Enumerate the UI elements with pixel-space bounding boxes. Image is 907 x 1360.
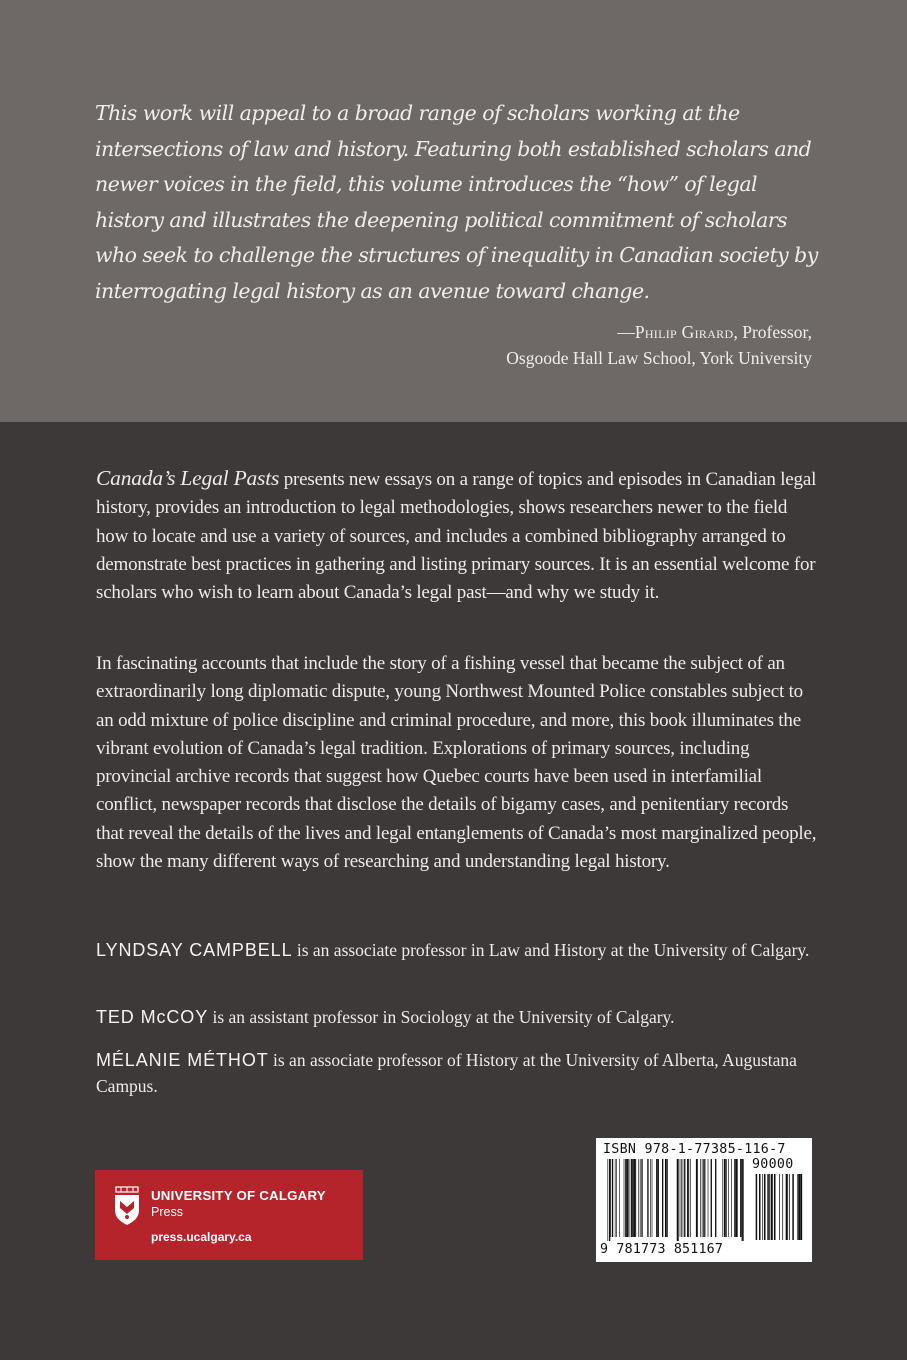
barcode-bar	[702, 1159, 703, 1237]
barcode-bar	[724, 1159, 725, 1237]
barcode-bar	[734, 1159, 735, 1237]
barcode-bar	[666, 1159, 667, 1237]
barcode-bar	[625, 1159, 626, 1237]
publisher-name: UNIVERSITY OF CALGARY	[151, 1188, 326, 1203]
barcode-bar	[759, 1174, 761, 1240]
barcode-bar	[715, 1159, 716, 1237]
barcode-bar	[665, 1159, 666, 1237]
barcode-bar	[799, 1174, 801, 1240]
attribution-line-1	[506, 319, 812, 345]
author-bio	[96, 1047, 820, 1099]
barcode-bar	[662, 1159, 663, 1237]
barcode-bar	[769, 1174, 770, 1240]
barcode-bar	[624, 1159, 625, 1237]
barcode-bar	[690, 1159, 691, 1237]
barcode-bar	[612, 1159, 613, 1237]
barcode-bar	[677, 1159, 678, 1241]
barcode-bar	[786, 1174, 788, 1240]
barcode-bar	[610, 1159, 611, 1237]
author-bio	[96, 937, 820, 963]
barcode-bar	[615, 1159, 616, 1237]
barcode-bar	[656, 1159, 657, 1237]
barcode-bar	[703, 1159, 704, 1237]
barcode-bar	[681, 1159, 682, 1237]
isbn-label: ISBN 978-1-77385-116-7	[603, 1142, 786, 1157]
attribution-affiliation: Osgoode Hall Law School, York University	[506, 348, 812, 368]
barcode-addon-code: 90000	[752, 1157, 794, 1172]
book-title: Canada’s Legal Pasts	[96, 466, 280, 490]
barcode-bar	[801, 1174, 803, 1240]
barcode-bar	[616, 1159, 617, 1237]
barcode-bar	[771, 1174, 773, 1240]
barcode-addon-bars	[754, 1174, 804, 1240]
barcode-digits: 9 781773 851167	[600, 1242, 724, 1257]
attribution-dash: —	[617, 322, 635, 342]
barcode-bar	[774, 1174, 776, 1240]
barcode-bar	[684, 1159, 685, 1237]
barcode-bar	[705, 1159, 706, 1237]
barcode-bar	[736, 1159, 737, 1237]
barcode-bar	[756, 1174, 758, 1240]
barcode-bar	[797, 1174, 799, 1240]
barcode-bars	[606, 1159, 746, 1241]
barcode-bar	[743, 1159, 744, 1241]
barcode-bar	[633, 1159, 634, 1237]
barcode-bar	[697, 1159, 698, 1237]
barcode-bar	[722, 1159, 723, 1237]
barcode-bar	[640, 1159, 641, 1237]
isbn-barcode	[596, 1138, 812, 1262]
author-name: LYNDSAY CAMPBELL	[96, 940, 293, 960]
barcode-bar	[641, 1159, 642, 1237]
endorsement-attribution	[506, 319, 812, 371]
barcode-bar	[731, 1159, 732, 1237]
barcode-bar	[678, 1159, 679, 1241]
barcode-bar	[619, 1159, 620, 1237]
barcode-bar	[631, 1159, 632, 1237]
attribution-role: , Professor,	[733, 322, 812, 342]
barcode-bar	[628, 1159, 629, 1237]
barcode-bar	[607, 1159, 608, 1241]
author-name: MÉLANIE MÉTHOT	[96, 1050, 269, 1070]
barcode-bar	[650, 1159, 651, 1237]
barcode-bar	[638, 1159, 639, 1237]
endorsement-quote: This work will appeal to a broad range of scholars working at the intersections of law and history. Featuring both established scholars and newer voices in the field, this volume introduces the “how” of legal history and illustrates the deepening political commitment of scholars who seek to challenge the structures of inequality in Canadian society by interrogating legal history as an avenue toward change.	[95, 101, 818, 303]
author-name: TED McCOY	[96, 1007, 209, 1027]
author-bio-text: is an associate professor in Law and History at the University of Calgary.	[292, 940, 810, 960]
description-paragraph-1	[96, 464, 820, 607]
description-paragraph-1-text: presents new essays on a range of topics and episodes in Canadian legal history, provides an introduction to legal methodologies, shows researchers newer to the field how to locate and use a variety of sources, and includes a combined bibliography arranged to demonstrate best practices in gathering and listing primary sources. It is an essential welcome for scholars who wish to learn about Canada’s legal past—and why we study it.	[96, 469, 817, 604]
barcode-bar	[609, 1159, 610, 1241]
barcode-bar	[630, 1159, 631, 1237]
barcode-bar	[652, 1159, 653, 1237]
publisher-url: press.ucalgary.ca	[151, 1230, 252, 1244]
barcode-bar	[772, 1174, 773, 1240]
barcode-bar	[689, 1159, 690, 1237]
barcode-bar	[742, 1159, 743, 1241]
barcode-bar	[767, 1174, 769, 1240]
author-bio-text: is an assistant professor in Sociology at the University of Calgary.	[208, 1007, 675, 1027]
barcode-bar	[658, 1159, 659, 1237]
barcode-bar	[700, 1159, 701, 1237]
barcode-bar	[634, 1159, 635, 1237]
barcode-bar	[764, 1174, 766, 1240]
author-bio	[96, 1004, 820, 1030]
attribution-name: Philip Girard	[634, 322, 734, 342]
barcode-bar	[627, 1159, 628, 1237]
barcode-bar	[737, 1159, 738, 1237]
barcode-bar	[782, 1174, 783, 1240]
barcode-bar	[711, 1159, 712, 1237]
publisher-subname: Press	[151, 1205, 183, 1219]
barcode-bar	[740, 1159, 741, 1237]
barcode-bar	[635, 1159, 636, 1237]
barcode-bar	[680, 1159, 681, 1237]
publisher-logo	[95, 1170, 363, 1260]
author-bio-text: is an associate professor of History at the University of Alberta, Augustana Campus.	[96, 1050, 797, 1096]
barcode-bar	[647, 1159, 648, 1237]
barcode-bar	[696, 1159, 697, 1237]
description-paragraph-2: In fascinating accounts that include the story of a fishing vessel that became the subject of an extraordinarily long diplomatic dispute, young Northwest Mounted Police constables subject to an odd mixture of police discipline and criminal procedure, and more, this book illuminates the vibrant evolution of Canada’s legal tradition. Explorations of primary sources, including provincial archive records that suggest how Quebec courts have been used in interfamilial conflict, newspaper records that disclose the details of bigamy cases, and penitentiary records that reveal the details of the lives and legal entanglements of Canada’s most marginalized people, show the many different ways of researching and understanding legal history.	[96, 653, 817, 873]
barcode-bar	[762, 1174, 763, 1240]
barcode-bar	[708, 1159, 709, 1237]
barcode-bar	[779, 1174, 780, 1240]
barcode-bar	[728, 1159, 729, 1237]
barcode-bar	[789, 1174, 790, 1240]
crest-icon	[113, 1186, 141, 1226]
barcode-bar	[725, 1159, 726, 1237]
barcode-bar	[792, 1174, 794, 1240]
barcode-bar	[687, 1159, 688, 1237]
endorsement-panel	[0, 0, 907, 422]
barcode-bar	[787, 1174, 788, 1240]
barcode-bar	[683, 1159, 684, 1237]
